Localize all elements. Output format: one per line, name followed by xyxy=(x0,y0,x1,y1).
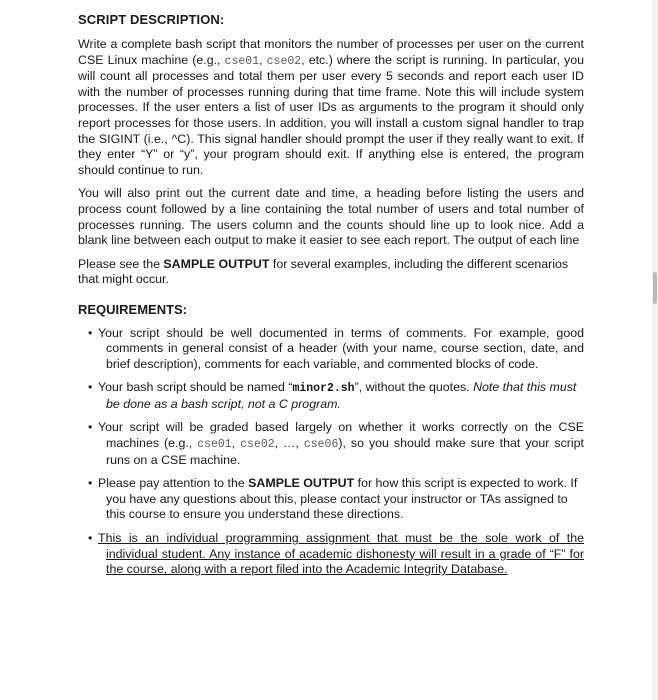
code-cse01: cse01 xyxy=(224,54,260,68)
code-cse02: cse02 xyxy=(266,54,302,68)
requirement-text-2 xyxy=(98,380,584,412)
req3-sep-2: , …, xyxy=(274,436,304,451)
code-cse01: cse01 xyxy=(197,438,232,452)
description-paragraph-1 xyxy=(78,37,584,178)
bullet-icon: • xyxy=(88,531,93,546)
section-heading: SCRIPT DESCRIPTION: xyxy=(78,12,225,27)
req3-text-b: ), so you should make sure that your script runs on a CSE machine. xyxy=(106,436,584,467)
vertical-scrollbar[interactable] xyxy=(652,0,658,700)
description-paragraph-3 xyxy=(78,257,584,288)
requirements-list xyxy=(78,326,584,578)
requirement-text-5: This is an individual programming assignment that must be the sole work of the individual student. Any instance of academic dishonesty will result in a grade of “F” for the course, along with a report filed into the Academic Integrity Database. xyxy=(98,531,584,577)
para3-text-a: Please see the xyxy=(78,256,164,271)
sample-output-ref: SAMPLE OUTPUT xyxy=(248,476,355,491)
bullet-icon: • xyxy=(88,325,93,340)
bullet-icon: • xyxy=(88,380,93,395)
req3-text-a: Your script will be graded based largely on whether it works correctly on the CSE machines (e.g., xyxy=(98,420,584,451)
req3-sep-1: , xyxy=(231,436,241,451)
requirement-item-3 xyxy=(88,420,584,468)
sample-output-ref: SAMPLE OUTPUT xyxy=(163,256,270,271)
para3-text-b: for several examples, including the different scenarios that might occur. xyxy=(78,256,569,287)
para1-text-a: Write a complete bash script that monitors the number of processes per user on the current CSE Linux machine (e.g., xyxy=(78,37,584,67)
req2-italic-note: Note that this must be done as a bash script, not a C program. xyxy=(106,380,577,411)
requirement-item-4 xyxy=(88,476,584,523)
requirement-item-1 xyxy=(88,325,584,373)
description-paragraph-2: You will also print out the current date and time, a heading before listing the users and process count followed by a line containing the total number of users and total number of processes running. The users column and the counts should line up to look nice. Add a blank line between each output to make it easier to see each report. The output of each line xyxy=(78,186,584,248)
requirement-text-3 xyxy=(98,420,584,468)
code-minor2-sh: minor2.sh xyxy=(292,382,355,396)
req2-text-b: ”, without the quotes. xyxy=(354,380,474,395)
req4-text-a: Please pay attention to the xyxy=(98,476,249,491)
para1-text-b: , xyxy=(259,52,267,67)
para1-text-c: , etc.) where the script is running. In particular, you will count all processes and total them per user every 5 seconds and report each user ID with the number of processes running during that time frame. Note this will include system processes. If the user enters a list of user IDs as arguments to the program it should only report processes for those users. In addition, you will install a custom signal handler to trap the SIGINT (i.e., ^C). This signal handler should prompt the user if they really want to exit. If they enter “Y” or “y”, your program should exit. If anything else is entered, the program should continue to run. xyxy=(78,52,584,177)
bullet-icon: • xyxy=(88,420,93,435)
requirement-text-4 xyxy=(98,476,584,523)
req2-text-a: Your bash script should be named “ xyxy=(98,380,293,395)
code-cse02: cse02 xyxy=(240,438,275,452)
requirement-text-1: Your script should be well documented in terms of comments. For example, good comments in general consist of a header (with your name, course section, date, and brief description), comments for each variable, and commented blocks of code. xyxy=(98,325,584,371)
code-cse06: cse06 xyxy=(303,438,339,452)
requirements-heading: REQUIREMENTS: xyxy=(78,301,188,317)
requirement-item-2 xyxy=(88,380,584,412)
bullet-icon: • xyxy=(88,476,93,491)
document-content xyxy=(78,11,584,586)
requirement-item-5 xyxy=(88,531,584,578)
req4-text-b: for how this script is expected to work. If you have any questions about this, please contact your instructor or TAs assigned to this course to ensure you understand these directions. xyxy=(106,476,578,522)
scrollbar-thumb[interactable] xyxy=(653,272,657,304)
